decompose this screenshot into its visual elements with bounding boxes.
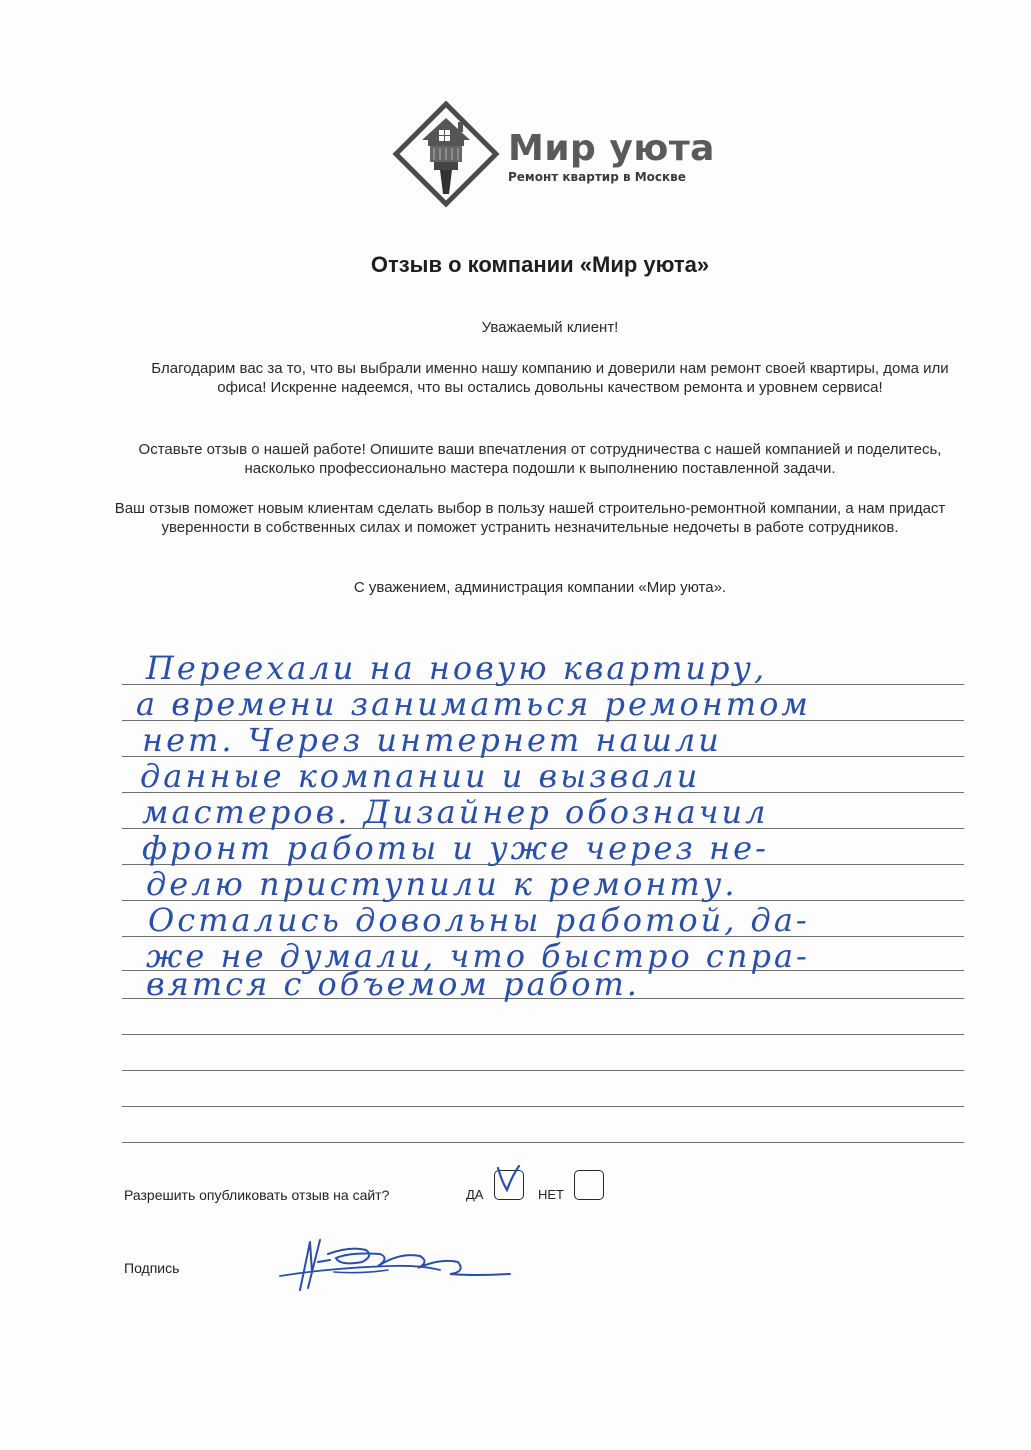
review-line-8: Остались довольны работой, да- [148,901,810,939]
letter-paragraph-1: Благодарим вас за то, что вы выбрали именно нашу компанию и доверили нам ремонт своей квартиры, дома или офиса! Искренне надеемся, что вы остались довольны качеством ремонта и уровнем сервиса! [151,360,949,396]
logo-name: Мир уюта [508,128,715,169]
letter-closing: С уважением, администрация компании «Мир уюта». [353,579,727,596]
review-line-10: вятся с объемом работ. [146,965,640,1003]
signature-label: Подпись [124,1260,180,1276]
review-line-5: мастеров. Дизайнер обозначил [142,793,769,831]
ruled-line [122,1034,964,1035]
page-title: Отзыв о компании «Мир уюта» [370,252,710,277]
review-lined-area[interactable] [122,640,964,1160]
company-logo [392,100,715,210]
ruled-line [122,1106,964,1107]
review-line-1: Переехали на новую квартиру, [146,649,768,687]
checkmark-icon [488,1162,524,1198]
letter-greeting: Уважаемый клиент! [481,319,619,336]
publish-question: Разрешить опубликовать отзыв на сайт? [124,1187,390,1203]
no-label: НЕТ [538,1187,564,1202]
review-line-9: же не думали, что быстро спра- [146,937,810,975]
no-checkbox[interactable] [574,1170,604,1200]
logo-tagline: Ремонт квартир в Москве [508,170,686,184]
review-line-3: нет. Через интернет нашли [142,721,722,759]
yes-label: ДА [466,1187,484,1202]
handwritten-signature[interactable] [270,1232,530,1302]
review-line-6: фронт работы и уже через не- [142,829,769,867]
ruled-line [122,1070,964,1071]
review-line-7: делю приступили к ремонту. [146,865,738,903]
review-line-2: а времени заниматься ремонтом [136,685,811,723]
review-line-4: данные компании и вызвали [140,757,701,795]
house-paintbrush-icon [392,100,500,208]
letter-paragraph-3: Ваш отзыв поможет новым клиентам сделать выбор в пользу нашей строительно-ремонтной компании, а нам придаст уверенности в собственных силах и поможет устранить незначительные недочеты в работе сотрудников. [114,500,946,536]
letter-paragraph-2: Оставьте отзыв о нашей работе! Опишите ваши впечатления от сотрудничества с нашей компанией и поделитесь, насколько профессионально мастера подошли к выполнению поставленной задачи. [138,441,942,477]
ruled-line [122,1142,964,1143]
